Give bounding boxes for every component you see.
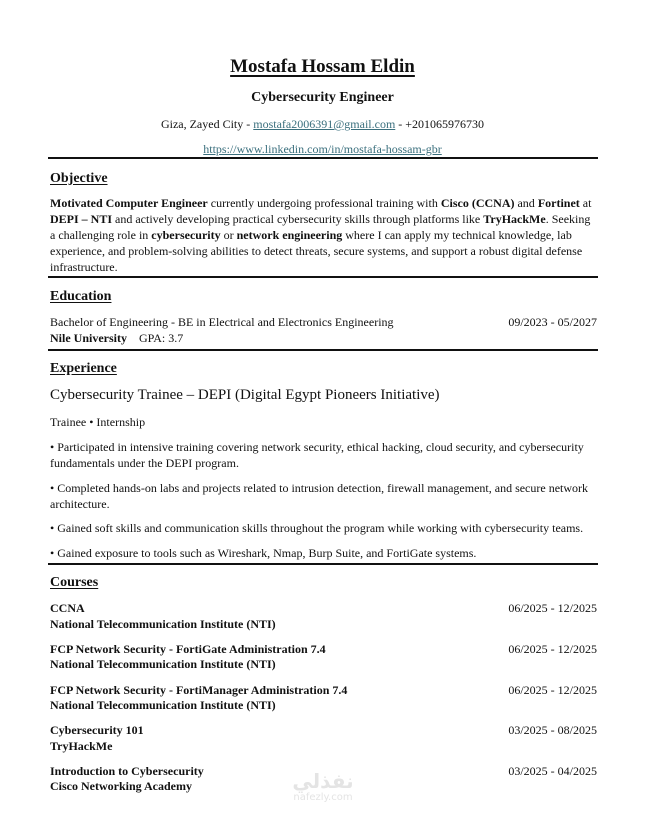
candidate-title: Cybersecurity Engineer	[251, 90, 394, 105]
watermark-logo	[283, 770, 363, 804]
objective-emphasis: Fortinet	[537, 196, 580, 210]
course-name: Cybersecurity 101	[50, 723, 144, 737]
course-provider: Cisco Networking Academy	[50, 779, 192, 793]
objective-heading: Objective	[50, 171, 108, 186]
objective-emphasis: DEPI – NTI	[50, 212, 113, 226]
course-name: CCNA	[50, 601, 85, 615]
linkedin-line	[0, 141, 645, 157]
divider	[48, 157, 598, 159]
location: Giza, Zayed City	[160, 117, 244, 131]
divider	[48, 349, 598, 351]
degree: Bachelor of Engineering - BE in Electrical and Electronics Engineering	[50, 315, 394, 329]
objective-emphasis: Motivated Computer Engineer	[50, 196, 208, 210]
objective-segment: or	[220, 228, 237, 242]
objective-emphasis: TryHackMe	[483, 212, 546, 226]
course-name: FCP Network Security - FortiManager Administration 7.4	[50, 683, 348, 697]
objective-emphasis: cybersecurity	[151, 228, 221, 242]
email-link[interactable]: mostafa2006391@gmail.com	[253, 117, 396, 131]
experience-bullet: • Completed hands-on labs and projects related to intrusion detection, firewall management, and secure network architecture.	[50, 481, 589, 511]
course-dates: 03/2025 - 08/2025	[508, 723, 597, 737]
education-heading: Education	[50, 289, 112, 304]
course-dates: 03/2025 - 04/2025	[508, 764, 597, 778]
school-name: Nile University	[50, 331, 127, 345]
course-provider: National Telecommunication Institute (NTI)	[50, 698, 276, 712]
course-dates: 06/2025 - 12/2025	[508, 683, 597, 697]
course-provider: National Telecommunication Institute (NTI)	[50, 617, 276, 631]
objective-segment: and actively developing practical cybersecurity skills through platforms like	[112, 212, 484, 226]
linkedin-link[interactable]: https://www.linkedin.com/in/mostafa-hossam-gbr	[203, 142, 442, 156]
candidate-name: Mostafa Hossam Eldin	[230, 56, 415, 77]
course-name: FCP Network Security - FortiGate Administration 7.4	[50, 642, 326, 656]
phone: +201065976730	[405, 117, 485, 131]
objective-segment: . Seeking a challenging role in	[50, 212, 591, 242]
objective-segment: where I can apply my technical knowledge, lab experience, and problem-solving abilities to detect threats, secure systems, and support a robust digital defense infrastructure.	[50, 228, 583, 274]
objective-segment: and	[514, 196, 538, 210]
contact-line	[0, 116, 645, 132]
separator: -	[243, 117, 254, 131]
course-dates: 06/2025 - 12/2025	[508, 601, 597, 615]
watermark-arabic: نفذلي	[292, 769, 354, 793]
separator: -	[395, 117, 406, 131]
course-provider: National Telecommunication Institute (NTI)	[50, 657, 276, 671]
experience-bullet: • Participated in intensive training covering network security, ethical hacking, cloud security, and cybersecurity fundamentals under the DEPI program.	[50, 440, 584, 470]
course-dates: 06/2025 - 12/2025	[508, 642, 597, 656]
courses-heading: Courses	[50, 575, 99, 590]
objective-emphasis: Cisco (CCNA)	[440, 196, 515, 210]
objective-segment: at	[579, 196, 592, 210]
divider	[48, 563, 598, 565]
gpa: GPA: 3.7	[139, 331, 184, 345]
experience-bullet: • Gained soft skills and communication skills throughout the program while working with cybersecurity teams.	[50, 521, 584, 535]
objective-segment: currently undergoing professional training with	[207, 196, 441, 210]
experience-bullet: • Gained exposure to tools such as Wireshark, Nmap, Burp Suite, and FortiGate systems.	[50, 546, 477, 560]
course-name: Introduction to Cybersecurity	[50, 764, 204, 778]
divider	[48, 276, 598, 278]
experience-heading: Experience	[50, 361, 117, 376]
experience-role-title: Cybersecurity Trainee – DEPI (Digital Egypt Pioneers Initiative)	[50, 387, 440, 403]
objective-text	[50, 195, 598, 275]
experience-role-type: Trainee • Internship	[50, 415, 146, 429]
course-provider: TryHackMe	[50, 739, 113, 753]
education-dates: 09/2023 - 05/2027	[508, 315, 597, 329]
watermark-url: nafezly.com	[293, 792, 353, 803]
objective-emphasis: network engineering	[236, 228, 343, 242]
